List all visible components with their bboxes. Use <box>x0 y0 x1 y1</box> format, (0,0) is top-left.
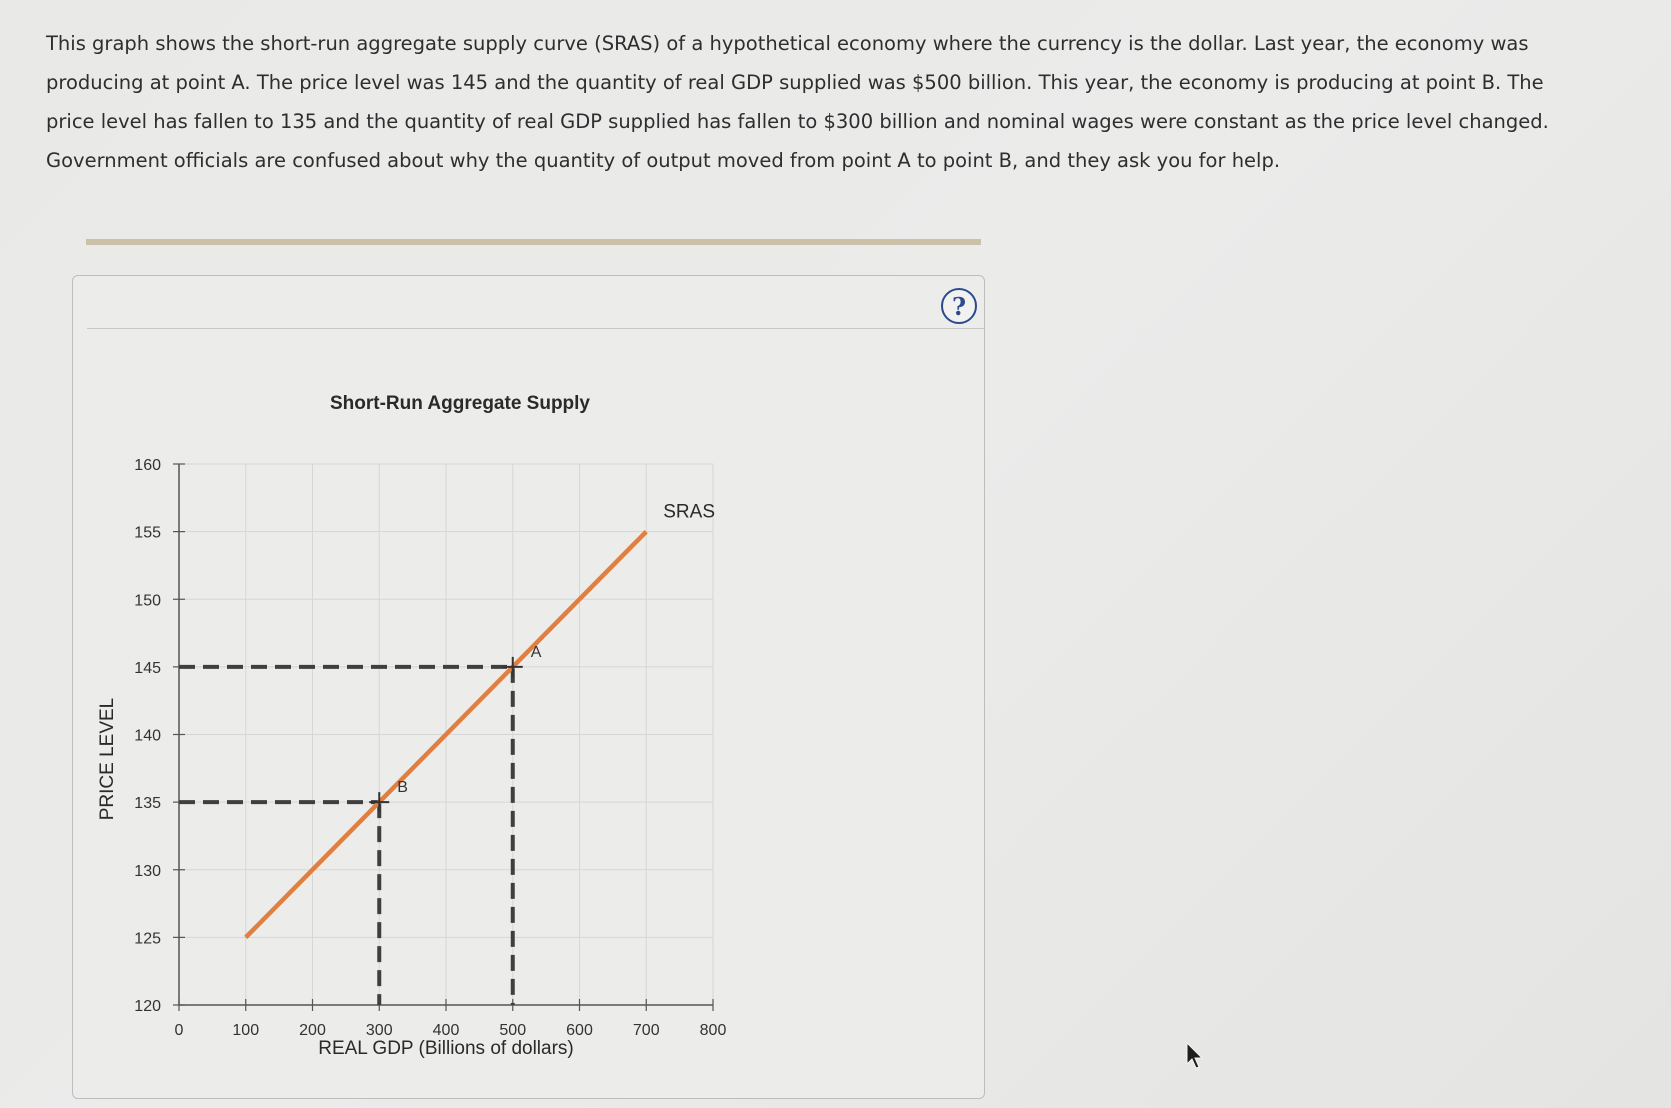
x-tick-label-800: 800 <box>699 1022 727 1039</box>
x-tick-label-300: 300 <box>365 1022 393 1039</box>
y-tick-label-140: 140 <box>134 727 161 745</box>
graph-panel <box>72 275 985 1099</box>
series-label-sras: SRAS <box>663 501 715 523</box>
problem-statement: This graph shows the short-run aggregate supply curve (SRAS) of a hypothetical economy where the currency is the dollar. Last year, the economy was producing at point A. The price level was 145 and the quantity of real GDP supplied was $500 billion. This year, the economy is producing at point B. The price level has fallen to 135 and the quantity of real GDP supplied has fallen to $300 billion and nominal wages were constant as the price level changed. Government officials are confused about why the quantity of output moved from point A to point B, and they ask you for help. <box>46 32 1549 172</box>
y-tick-label-125: 125 <box>134 930 161 948</box>
x-tick-label-0: 0 <box>174 1022 184 1039</box>
sras-chart <box>73 276 984 1098</box>
y-tick-label-130: 130 <box>134 862 161 880</box>
y-tick-label-145: 145 <box>134 659 161 677</box>
x-tick-label-400: 400 <box>432 1022 460 1039</box>
y-axis-label: PRICE LEVEL <box>97 697 118 821</box>
mouse-cursor-icon <box>1186 1042 1204 1070</box>
point-label-B: B <box>397 779 408 797</box>
y-tick-label-160: 160 <box>134 457 161 474</box>
x-tick-label-500: 500 <box>499 1022 527 1039</box>
x-axis-label: REAL GDP (Billions of dollars) <box>318 1038 574 1059</box>
section-divider <box>86 239 981 245</box>
y-tick-label-155: 155 <box>134 524 161 542</box>
point-label-A: A <box>530 643 542 661</box>
x-tick-label-600: 600 <box>566 1022 593 1039</box>
chart-title: Short-Run Aggregate Supply <box>329 393 591 414</box>
help-button[interactable]: ? <box>941 288 977 324</box>
x-tick-label-100: 100 <box>232 1022 260 1039</box>
y-tick-label-135: 135 <box>134 795 161 813</box>
y-tick-label-150: 150 <box>134 592 161 610</box>
sras-series <box>246 502 715 938</box>
x-tick-label-200: 200 <box>299 1022 326 1039</box>
x-tick-label-700: 700 <box>632 1022 660 1039</box>
y-tick-label-120: 120 <box>134 998 161 1015</box>
